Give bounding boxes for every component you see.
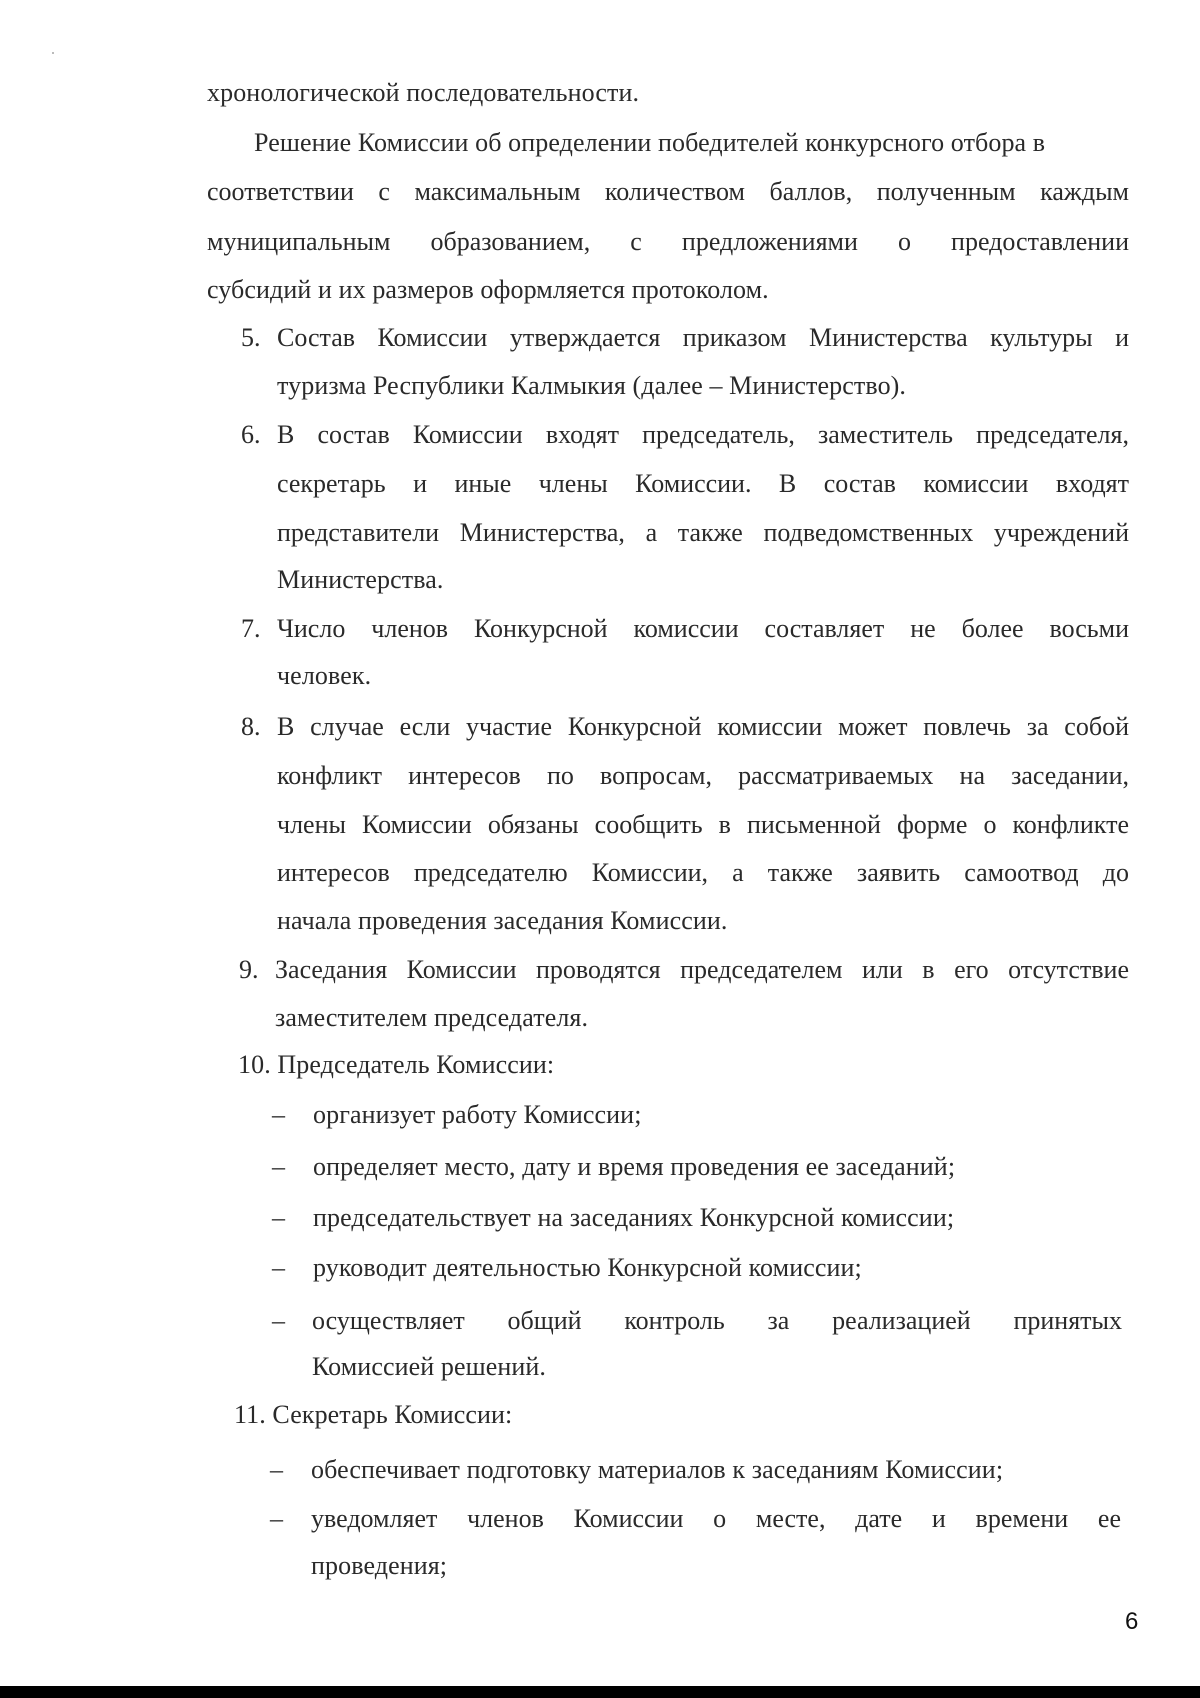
- item-8-line-5: начала проведения заседания Комиссии.: [277, 906, 728, 935]
- item-5-line-1: Состав Комиссии утверждается приказом Министерства культуры и: [277, 323, 1129, 352]
- item-10-bullet-5-dash: –: [272, 1306, 285, 1335]
- item-8-line-1: В случае если участие Конкурсной комиссии может повлечь за собой: [277, 712, 1129, 741]
- item-8-line-4: интересов председателю Комиссии, а также заявить самоотвод до: [277, 858, 1129, 887]
- scan-speck: [52, 52, 54, 54]
- item-10-bullet-3-dash: –: [272, 1203, 285, 1232]
- item-10-bullet-1-dash: –: [272, 1100, 285, 1129]
- item-6-line-2: секретарь и иные члены Комиссии. В состав комиссии входят: [277, 469, 1129, 498]
- item-8-line-3: члены Комиссии обязаны сообщить в письменной форме о конфликте: [277, 810, 1129, 839]
- item-10-bullet-1: организует работу Комиссии;: [313, 1100, 642, 1129]
- item-10-bullet-4: руководит деятельностью Конкурсной комиссии;: [313, 1253, 862, 1282]
- item-7-line-2: человек.: [277, 661, 372, 690]
- item-5-number: 5.: [241, 323, 261, 352]
- decision-line-4: субсидий и их размеров оформляется протоколом.: [207, 275, 769, 304]
- item-10-bullet-5-line-2: Комиссией решений.: [312, 1352, 547, 1381]
- item-9-number: 9.: [239, 955, 259, 984]
- item-10-bullet-2-dash: –: [272, 1152, 285, 1181]
- item-11-bullet-1: обеспечивает подготовку материалов к заседаниям Комиссии;: [311, 1455, 1004, 1484]
- decision-line-3: муниципальным образованием, с предложениями о предоставлении: [207, 227, 1129, 256]
- item-10-heading: 10. Председатель Комиссии:: [238, 1050, 555, 1079]
- item-6-number: 6.: [241, 420, 261, 449]
- item-11-heading: 11. Секретарь Комиссии:: [234, 1400, 513, 1429]
- item-6-line-4: Министерства.: [277, 565, 444, 594]
- item-5-line-2: туризма Республики Калмыкия (далее – Министерство).: [277, 371, 907, 400]
- item-6-line-3: представители Министерства, а также подведомственных учреждений: [277, 518, 1129, 547]
- decision-line-2: соответствии с максимальным количеством баллов, полученным каждым: [207, 177, 1129, 206]
- item-7-number: 7.: [241, 614, 261, 643]
- item-10-bullet-4-dash: –: [272, 1253, 285, 1282]
- decision-line-1: Решение Комиссии об определении победителей конкурсного отбора в: [254, 128, 1046, 157]
- item-10-bullet-2: определяет место, дату и время проведения ее заседаний;: [313, 1152, 956, 1181]
- item-9-line-1: Заседания Комиссии проводятся председателем или в его отсутствие: [275, 955, 1129, 984]
- item-11-bullet-2-line-2: проведения;: [311, 1551, 448, 1580]
- item-10-bullet-3: председательствует на заседаниях Конкурсной комиссии;: [313, 1203, 955, 1232]
- item-9-line-2: заместителем председателя.: [275, 1003, 589, 1032]
- item-11-bullet-1-dash: –: [270, 1455, 283, 1484]
- intro-tail: хронологической последовательности.: [207, 78, 640, 107]
- item-6-line-1: В состав Комиссии входят председатель, заместитель председателя,: [277, 420, 1129, 449]
- item-8-number: 8.: [241, 712, 261, 741]
- item-10-bullet-5-line-1: осуществляет общий контроль за реализацией принятых: [312, 1306, 1122, 1335]
- item-8-line-2: конфликт интересов по вопросам, рассматриваемых на заседании,: [277, 761, 1129, 790]
- item-11-bullet-2-dash: –: [270, 1504, 283, 1533]
- item-7-line-1: Число членов Конкурсной комиссии составляет не более восьми: [277, 614, 1129, 643]
- scan-bottom-border: [0, 1686, 1200, 1698]
- item-11-bullet-2-line-1: уведомляет членов Комиссии о месте, дате и времени ее: [311, 1504, 1121, 1533]
- page-number: 6: [1125, 1608, 1139, 1635]
